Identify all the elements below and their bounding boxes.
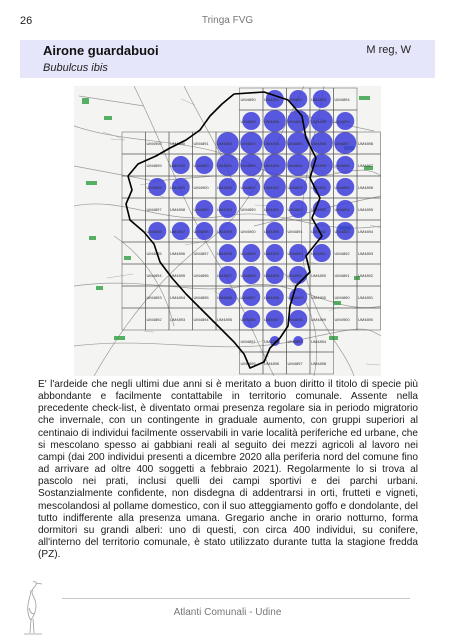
cell-code-label: UM4900 <box>193 185 209 190</box>
cell-code-label: UM4891 <box>193 141 209 146</box>
cell-code-label: UM4896 <box>240 317 256 322</box>
cell-code-label: UM4891 <box>240 185 256 190</box>
cell-code-label: UM4893 <box>170 317 186 322</box>
cell-code-label: UM4893 <box>287 339 303 344</box>
page-number: 26 <box>20 15 33 27</box>
cell-code-label: UM4894 <box>264 141 280 146</box>
cell-code-label: UM4893 <box>311 207 327 212</box>
cell-code-label: UM4895 <box>170 273 186 278</box>
cell-code-label: UM4892 <box>358 273 374 278</box>
cell-code-label: UM4890 <box>240 207 256 212</box>
cell-code-label: UM4891 <box>311 251 327 256</box>
cell-code-label: UM4894 <box>287 163 303 168</box>
cell-code-label: UM4899 <box>217 229 233 234</box>
cell-code-label: UM4890 <box>287 251 303 256</box>
cell-code-label: UM4894 <box>146 273 162 278</box>
distribution-map <box>74 86 381 376</box>
cell-code-label: UM4899 <box>146 163 162 168</box>
cell-code-label: UM4890 <box>193 163 209 168</box>
cell-code-label: UM4894 <box>311 185 327 190</box>
cell-code-label: UM4895 <box>240 119 256 124</box>
footer-rule <box>62 598 410 599</box>
green-area <box>86 181 97 185</box>
cell-code-label: UM4897 <box>217 273 233 278</box>
cell-code-label: UM4893 <box>264 163 280 168</box>
cell-code-label: UM4892 <box>287 207 303 212</box>
cell-code-label: UM4898 <box>170 207 186 212</box>
cell-code-label: UM4894 <box>311 339 327 344</box>
cell-code-label: UM4897 <box>334 141 350 146</box>
cell-code-label: UM4899 <box>334 119 350 124</box>
green-area <box>124 256 131 260</box>
green-area <box>82 98 89 104</box>
cell-code-label: UM4896 <box>217 295 233 300</box>
cell-code-label: UM4891 <box>240 339 256 344</box>
cell-code-label: UM4890 <box>240 97 256 102</box>
cell-code-label: UM4895 <box>287 141 303 146</box>
cell-code-label: UM4892 <box>264 339 280 344</box>
cell-code-label: UM4896 <box>358 185 374 190</box>
cell-code-label: UM4900 <box>217 207 233 212</box>
cell-code-label: UM4899 <box>264 273 280 278</box>
cell-code-label: UM4893 <box>334 229 350 234</box>
cell-code-label: UM4899 <box>170 185 186 190</box>
cell-code-label: UM4897 <box>193 251 209 256</box>
species-status: M reg, W <box>366 44 411 56</box>
cell-code-label: UM4896 <box>264 119 280 124</box>
cell-code-label: UM4890 <box>311 273 327 278</box>
cell-code-label: UM4898 <box>217 251 233 256</box>
cell-code-label: UM4900 <box>170 163 186 168</box>
cell-code-label: UM4896 <box>264 361 280 366</box>
cell-code-label: UM4899 <box>240 251 256 256</box>
green-area <box>334 301 341 305</box>
cell-code-label: UM4898 <box>146 185 162 190</box>
cell-code-label: UM4892 <box>146 317 162 322</box>
cell-code-label: UM4894 <box>358 229 374 234</box>
cell-code-label: UM4895 <box>240 361 256 366</box>
cell-code-label: UM4891 <box>264 207 280 212</box>
cell-code-label: UM4897 <box>358 163 374 168</box>
cell-code-label: UM4890 <box>217 185 233 190</box>
cell-code-label: UM4895 <box>146 251 162 256</box>
cell-code-label: UM4894 <box>193 317 209 322</box>
green-area <box>114 336 125 340</box>
cell-code-label: UM4890 <box>358 317 374 322</box>
cell-code-label: UM4896 <box>334 163 350 168</box>
cell-code-label: UM4897 <box>264 317 280 322</box>
green-area <box>96 286 103 290</box>
cell-code-label: UM4895 <box>311 163 327 168</box>
cell-code-label: UM4892 <box>287 97 303 102</box>
green-area <box>104 116 112 120</box>
cell-code-label: UM4900 <box>240 229 256 234</box>
cell-code-label: UM4898 <box>311 361 327 366</box>
cell-code-label: UM4892 <box>217 141 233 146</box>
cell-code-label: UM4897 <box>146 207 162 212</box>
cell-code-label: UM4893 <box>146 295 162 300</box>
cell-code-label: UM4897 <box>170 229 186 234</box>
cell-code-label: UM4897 <box>240 295 256 300</box>
cell-code-label: UM4892 <box>311 229 327 234</box>
cell-code-label: UM4893 <box>311 97 327 102</box>
cell-code-label: UM4900 <box>146 141 162 146</box>
cell-code-label: UM4895 <box>358 207 374 212</box>
cell-code-label: UM4891 <box>217 163 233 168</box>
footer-text: Atlanti Comunali - Udine <box>173 607 282 618</box>
green-area <box>359 96 370 100</box>
running-title: Tringa FVG <box>201 15 254 26</box>
cell-code-label: UM4891 <box>287 229 303 234</box>
cell-code-label: UM4894 <box>170 295 186 300</box>
cell-code-label: UM4890 <box>264 229 280 234</box>
cell-code-label: UM4897 <box>287 361 303 366</box>
species-account-text: E' l'ardeide che negli ultimi due anni si è meritato a buon diritto il titolo di specie più abbondante e facilmente contattabile in territorio comunale. Assente nella precedente check-list, è diventato ormai presenza regolare sia in periodo migratorio che invernale, con un contingente in graduale aumento, con gruppi superiori al centinaio di individui facilmente osservabili in varie località periferiche ed urbane, che si mescolano spesso ai gabbiani reali al seguito dei mezzi agricoli al lavoro nei campi (dai 200 individui presenti a dicembre 2020 alla periferia nord del comune fino ad arrivare ad oltre 400 soggetti a febbraio 2021). Regolarmente lo si trova al pascolo nei prati, inclusi quelli dei campi sportivi e dei parchi urbani. Sostanzialmente confidente, non disdegna di addentrarsi in orti, frutteti e vigneti, mescolandosi al pollame domestico, con il suo atteggiamento goffo e dondolante, del tutto indifferente alla presenza umana. Gregario anche in orario notturno, forma dormitori su grandi alberi: uno di questi, con circa 400 individui, su conifere, all'interno del territorio comunale, è stato utilizzato durante tutta la stagione fredda (PZ). <box>38 379 418 561</box>
cell-code-label: UM4899 <box>311 317 327 322</box>
cell-code-label: UM4899 <box>287 295 303 300</box>
cell-code-label: UM4895 <box>334 185 350 190</box>
cell-code-label: UM4893 <box>358 251 374 256</box>
cell-code-label: UM4893 <box>240 141 256 146</box>
cell-code-label: UM4891 <box>358 295 374 300</box>
cell-code-label: UM4898 <box>311 119 327 124</box>
cell-code-label: UM4894 <box>334 97 350 102</box>
species-common-name: Airone guardabuoi <box>43 43 159 58</box>
cell-code-label: UM4898 <box>358 141 374 146</box>
cell-code-label: UM4895 <box>217 317 233 322</box>
cell-code-label: UM4898 <box>193 229 209 234</box>
cell-code-label: UM4893 <box>287 185 303 190</box>
cell-code-label: UM4892 <box>240 163 256 168</box>
species-scientific-name: Bubulcus ibis <box>43 62 108 74</box>
cell-code-label: UM4896 <box>170 251 186 256</box>
cell-code-label: UM4896 <box>146 229 162 234</box>
cell-code-label: UM4891 <box>264 97 280 102</box>
cell-code-label: UM4900 <box>334 317 350 322</box>
cell-code-label: UM4898 <box>264 295 280 300</box>
cell-code-label: UM4896 <box>193 273 209 278</box>
cell-code-label: UM4894 <box>334 207 350 212</box>
cell-code-label: UM4892 <box>334 251 350 256</box>
cell-code-label: UM4897 <box>287 119 303 124</box>
cell-code-label: UM4890 <box>170 141 186 146</box>
cell-code-label: UM4898 <box>287 317 303 322</box>
cell-code-label: UM4900 <box>287 273 303 278</box>
cell-code-label: UM4890 <box>334 295 350 300</box>
green-area <box>89 236 96 240</box>
cell-code-label: UM4898 <box>240 273 256 278</box>
cell-code-label: UM4899 <box>193 207 209 212</box>
cell-code-label: UM4900 <box>264 251 280 256</box>
cell-code-label: UM4896 <box>311 141 327 146</box>
cell-code-label: UM4891 <box>334 273 350 278</box>
cell-code-label: UM4895 <box>193 295 209 300</box>
cell-code-label: UM4900 <box>311 295 327 300</box>
cell-code-label: UM4892 <box>264 185 280 190</box>
